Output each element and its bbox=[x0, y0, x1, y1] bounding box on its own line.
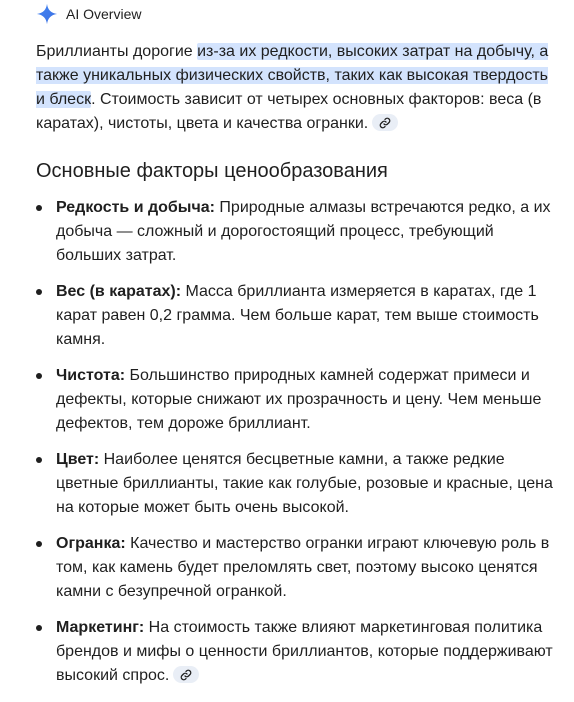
bullet-icon bbox=[36, 541, 42, 547]
list-item bbox=[36, 280, 556, 352]
summary-text-end: . Стоимость зависит от четырех основных факторов: веса (в каратах), чистоты, цвета и качества огранки. bbox=[36, 91, 542, 132]
source-link-button[interactable] bbox=[173, 666, 199, 683]
factor-description: Качество и мастерство огранки играют ключевую роль в том, как камень будет преломлять свет, поэтому высоко ценятся камни с безупречной огранкой. bbox=[56, 535, 550, 600]
link-icon bbox=[180, 669, 192, 681]
bullet-icon bbox=[36, 373, 42, 379]
bullet-icon bbox=[36, 205, 42, 211]
bullet-icon bbox=[36, 457, 42, 463]
ai-overview-title: AI Overview bbox=[66, 6, 142, 22]
factor-description: Масса бриллианта измеряется в каратах, где 1 карат равен 0,2 грамма. Чем больше карат, тем выше стоимость камня. bbox=[56, 283, 539, 348]
list-item bbox=[36, 616, 556, 688]
factor-term: Вес (в каратах): bbox=[56, 283, 182, 300]
summary-highlight: из-за их редкости, высоких затрат на добычу, а также уникальных физических свойств, таких как высокая твердость и блеск bbox=[36, 43, 549, 108]
list-item bbox=[36, 448, 556, 520]
bullet-icon bbox=[36, 289, 42, 295]
list-item bbox=[36, 196, 556, 268]
factor-term: Чистота: bbox=[56, 367, 126, 384]
factor-description: На стоимость также влияют маркетинговая политика брендов и мифы о ценности бриллиантов, которые поддерживают высокий спрос. bbox=[56, 619, 553, 684]
list-item bbox=[36, 532, 556, 604]
list-item bbox=[36, 364, 556, 436]
factor-term: Редкость и добыча: bbox=[56, 199, 215, 216]
section-heading: Основные факторы ценообразования bbox=[36, 160, 388, 182]
factor-description: Природные алмазы встречаются редко, а их добыча — сложный и дорогостоящий процесс, требующий больших затрат. bbox=[56, 199, 551, 264]
sparkle-icon bbox=[36, 3, 58, 25]
factors-list bbox=[36, 196, 556, 700]
factor-term: Маркетинг: bbox=[56, 619, 145, 636]
summary-text-start: Бриллианты дорогие bbox=[36, 43, 198, 60]
source-link-button[interactable] bbox=[372, 114, 398, 131]
factor-term: Цвет: bbox=[56, 451, 100, 468]
link-icon bbox=[379, 117, 391, 129]
overview-summary bbox=[36, 40, 556, 136]
factor-term: Огранка: bbox=[56, 535, 126, 552]
factor-description: Наиболее ценятся бесцветные камни, а также редкие цветные бриллианты, такие как голубые, розовые и красные, цена на которые может быть очень высокой. bbox=[56, 451, 553, 516]
factor-description: Большинство природных камней содержат примеси и дефекты, которые снижают их прозрачность и цену. Чем меньше дефектов, тем дороже бриллиант. bbox=[56, 367, 542, 432]
bullet-icon bbox=[36, 625, 42, 631]
ai-overview-header bbox=[36, 0, 141, 28]
